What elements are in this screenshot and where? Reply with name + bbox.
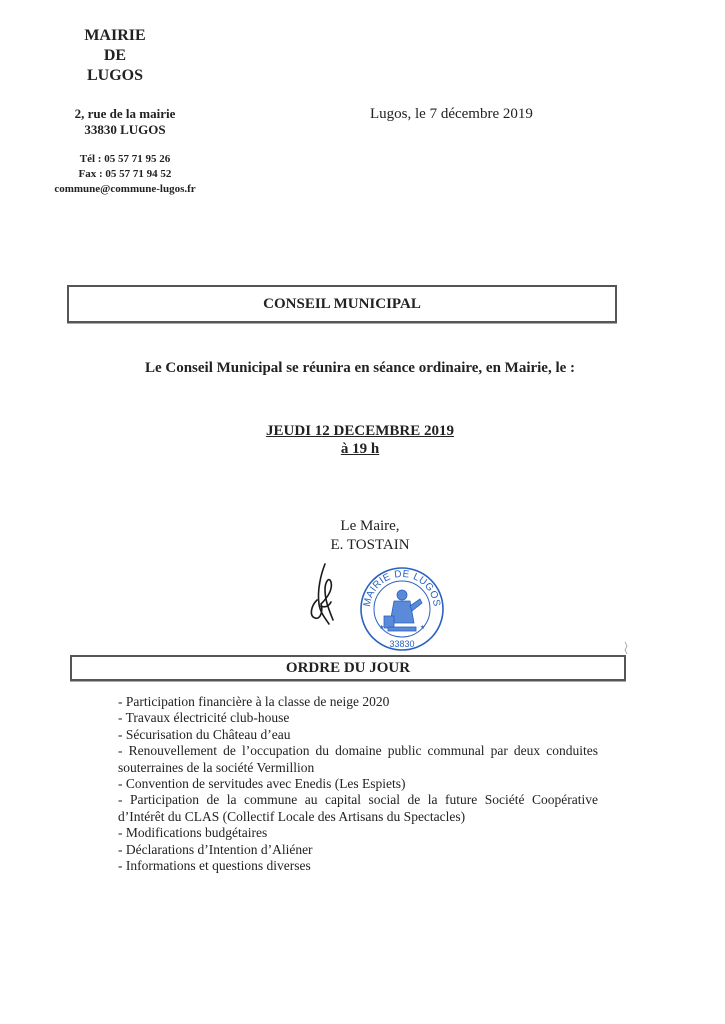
letterhead-line: MAIRIE [84,27,146,44]
agenda-item: - Informations et questions diverses [118,858,311,874]
agenda-item: - Renouvellement de l’occupation du domaine public communal par deux conduites souterraines de la société Vermillion [118,743,598,775]
signatory-title: Le Maire, [340,518,400,534]
phone-number: Tél : 05 57 71 95 26 [79,153,171,165]
svg-text:★: ★ [379,624,385,631]
agenda-item: - Convention de servitudes avec Enedis (Les Espiets) [118,776,406,792]
ordre-du-jour-title: ORDRE DU JOUR [70,655,626,681]
fax-number: Fax : 05 57 71 94 52 [78,168,172,180]
meeting-date: JEUDI 12 DECEMBRE 2019 [266,423,454,439]
meeting-datetime [150,422,570,458]
svg-text:★: ★ [420,624,426,631]
email-address: commune@commune-lugos.fr [54,183,196,195]
agenda-item: - Travaux électricité club-house [118,710,290,726]
agenda-item: - Participation de la commune au capital social de la future Société Coopérative d’Intérêt du CLAS (Collectif Locale des Artisans du Spectacles) [118,792,598,824]
meeting-time: à 19 h [340,441,380,457]
agenda-item: - Participation financière à la classe de neige 2020 [118,694,390,709]
conseil-municipal-title: CONSEIL MUNICIPAL [67,285,617,323]
stamp-text: MAIRIE DE LUGOS [361,568,443,608]
agenda-item: - Sécurisation du Château d’eau [118,726,291,742]
address-city: 33830 LUGOS [84,122,166,137]
stamp-postcode: 33830 [389,639,415,649]
address-street: 2, rue de la mairie [74,106,176,121]
signatory-name: E. TOSTAIN [330,537,410,553]
agenda-item: - Déclarations d’Intention d’Aliéner [118,841,313,857]
mairie-stamp [352,561,452,651]
scan-artifact [622,640,632,662]
agenda-list [118,694,598,874]
document-date: Lugos, le 7 décembre 2019 [370,106,533,122]
letterhead-line: DE [103,47,127,64]
contact-block [30,152,220,197]
agenda-item: - Modifications budgétaires [118,825,268,841]
address-block [30,106,220,138]
signatory-block [280,517,460,555]
letterhead-line: LUGOS [86,67,143,84]
meeting-intro: Le Conseil Municipal se réunira en séance ordinaire, en Mairie, le : [144,360,576,376]
stamp-figure [384,590,422,631]
mairie-letterhead [40,26,190,86]
handwritten-signature [303,560,343,630]
